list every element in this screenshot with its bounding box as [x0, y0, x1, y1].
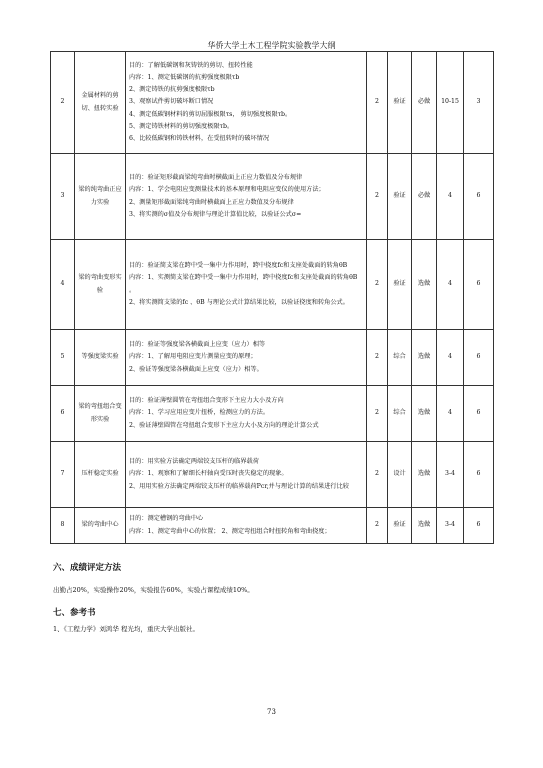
content-line: 2、验证等强度梁各横截面上应变（应力）相等。: [129, 365, 263, 373]
table-row: [51, 154, 494, 240]
cell-no: 5: [51, 330, 75, 386]
content-line: 目的：测定槽钢的弯曲中心: [129, 515, 204, 523]
table-row: [51, 442, 494, 508]
cell-cols: 3: [464, 52, 494, 154]
cell-name: 梁的弯曲变形实验: [75, 240, 126, 330]
content-line: 3、观察试件剪切破坏断口情况: [129, 98, 214, 106]
experiment-content: [126, 442, 367, 508]
cell-hours: 2: [367, 442, 388, 508]
cell-type: 综合: [388, 330, 412, 386]
table-row: [51, 330, 494, 386]
cell-req: 选做: [412, 508, 437, 544]
grading-text: 出勤占20%，实验操作20%，实验报告60%，实验占课程成绩10%。: [53, 586, 254, 594]
cell-name: 梁的弯曲中心: [75, 508, 126, 544]
table-body: [51, 52, 494, 544]
table-row: [51, 240, 494, 330]
content-line: 目的：验证等强度梁各横截面上应变（应力）相等: [129, 341, 266, 349]
cell-group: 3-4: [437, 508, 464, 544]
content-line: 内容：1、观察和了解细长杆轴向受压时丧失稳定的现象。: [129, 470, 288, 478]
cell-hours: 2: [367, 508, 388, 544]
content-line: 内容：1、学会电阻应变测量技术的基本原理和电阻应变仪的使用方法；: [129, 186, 325, 194]
table-row: [51, 52, 494, 154]
experiment-content: [126, 330, 367, 386]
content-line: 内容：1、实测简支梁在跨中受一集中力作用时，跨中挠度fc和支座处截面的转角θB 。: [129, 274, 358, 294]
content-line: 内容：1、了解用电阻应变片测量应变的原理；: [129, 353, 257, 361]
content-line: 4、测定低碳钢材料的剪切屈服极限τs， 剪切强度极限τb。: [129, 110, 292, 118]
content-line: 目的：用实验方法确定两端铰支压杆的临界载荷: [129, 458, 259, 466]
references-heading: 七、参考书: [53, 608, 96, 618]
content-line: 内容：1、测定弯曲中心的位置； 2、测定弯扭组合时扭转角和弯曲挠度；: [129, 527, 331, 535]
cell-type: 验证: [388, 240, 412, 330]
content-line: 6、比较低碳钢和铸铁材料，在受扭转时的破坏情况: [129, 134, 270, 142]
references-text: 1、《工程力学》刘鸿华 程光均，重庆大学出版社。: [53, 625, 199, 633]
cell-req: 必做: [412, 154, 437, 240]
experiment-content: [126, 240, 367, 330]
cell-type: 设计: [388, 442, 412, 508]
cell-no: 7: [51, 442, 75, 508]
cell-name: 金属材料的剪切、扭转实验: [75, 52, 126, 154]
content-line: 2、测量矩形截面梁纯弯曲时横截面上正应力数值及分布规律: [129, 198, 294, 206]
cell-name: 梁的弯扭组合变形实验: [75, 386, 126, 442]
experiment-content: [126, 508, 367, 544]
content-line: 内容：1、测定低碳钢的抗剪强度极限τb: [129, 74, 240, 82]
cell-req: 选做: [412, 330, 437, 386]
cell-group: 10-15: [437, 52, 464, 154]
grading-heading: 六、成绩评定方法: [53, 563, 122, 573]
page-number: 73: [267, 708, 276, 716]
cell-hours: 2: [367, 154, 388, 240]
cell-cols: 6: [464, 508, 494, 544]
table-row: [51, 508, 494, 544]
cell-hours: 2: [367, 52, 388, 154]
cell-hours: 2: [367, 386, 388, 442]
cell-no: 4: [51, 240, 75, 330]
cell-req: 选做: [412, 386, 437, 442]
content-line: 目的：了解低碳钢和灰铸铁的剪切、扭转性能: [129, 62, 253, 70]
content-line: 2、验证薄壁圆管在弯扭组合变形下主应力大小及方向的理论计算公式: [129, 421, 319, 429]
cell-hours: 2: [367, 330, 388, 386]
cell-req: 选做: [412, 240, 437, 330]
content-line: 目的：验证简支梁在跨中受一集中力作用时，跨中挠度fc和支座处截面的转角θB: [129, 262, 348, 270]
cell-type: 综合: [388, 386, 412, 442]
cell-no: 3: [51, 154, 75, 240]
cell-group: 4: [437, 330, 464, 386]
experiment-content: [126, 154, 367, 240]
content-line: 2、测定铸铁的抗剪强度极限τb: [129, 86, 215, 94]
cell-name: 压杆稳定实验: [75, 442, 126, 508]
cell-type: 验证: [388, 154, 412, 240]
cell-cols: 6: [464, 240, 494, 330]
cell-cols: 6: [464, 442, 494, 508]
cell-cols: 6: [464, 386, 494, 442]
cell-req: 选做: [412, 442, 437, 508]
cell-name: 等强度梁实验: [75, 330, 126, 386]
content-line: 目的：验证薄壁圆管在弯扭组合变形下主应力大小及方向: [129, 397, 284, 405]
cell-hours: 2: [367, 240, 388, 330]
cell-no: 2: [51, 52, 75, 154]
table-row: [51, 386, 494, 442]
cell-type: 验证: [388, 508, 412, 544]
cell-no: 6: [51, 386, 75, 442]
cell-cols: 6: [464, 330, 494, 386]
cell-req: 必做: [412, 52, 437, 154]
content-line: 2、将实测简支梁的fc 、θB 与理论公式计算结果比较，以验证挠度和转角公式。: [129, 298, 349, 306]
content-line: 目的：验证矩形截面梁纯弯曲时横截面上正应力数值及分布规律: [129, 174, 303, 182]
content-line: 2、用用实验方法确定两端铰支压杆的临界载荷Pcr,并与理论计算的结果进行比较: [129, 482, 349, 490]
cell-name: 梁的纯弯曲正应力实验: [75, 154, 126, 240]
experiment-table: [50, 51, 494, 544]
cell-group: 3-4: [437, 442, 464, 508]
experiment-content: [126, 52, 367, 154]
cell-no: 8: [51, 508, 75, 544]
experiment-content: [126, 386, 367, 442]
page-header: 华侨大学土木工程学院实验教学大纲: [207, 41, 336, 50]
cell-type: 验证: [388, 52, 412, 154]
cell-group: 4: [437, 154, 464, 240]
cell-group: 4: [437, 240, 464, 330]
content-line: 5、测定铸铁材料的剪切强度极限τb。: [129, 122, 234, 130]
cell-group: 4: [437, 386, 464, 442]
content-line: 3、将实测的σ值及分布规律与理论计算值比较，以验证公式σ=: [129, 210, 302, 218]
cell-cols: 6: [464, 154, 494, 240]
content-line: 内容：1、学习应用应变片扭桥，检测应力的方法。: [129, 409, 270, 417]
